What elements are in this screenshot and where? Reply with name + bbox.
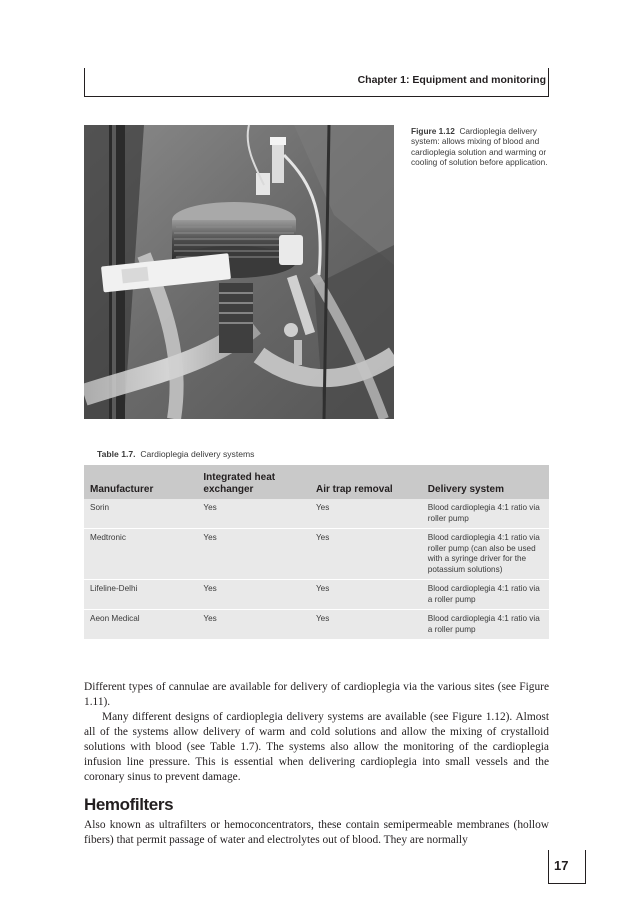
table-cell: Aeon Medical xyxy=(84,610,197,640)
page-number: 17 xyxy=(554,858,569,873)
figure-caption-text: Cardioplegia delivery system: allows mixing of blood and cardioplegia solution and warming or cooling of solution before application. xyxy=(411,126,548,167)
table-cell: Blood cardioplegia 4:1 ratio via roller pump xyxy=(422,499,549,529)
table-row xyxy=(84,610,549,640)
table-row xyxy=(84,499,549,529)
table-cell: Blood cardioplegia 4:1 ratio via roller pump (can also be used with a syringe driver for the potassium solutions) xyxy=(422,529,549,580)
cardioplegia-device-photo xyxy=(84,125,394,419)
table-cell: Blood cardioplegia 4:1 ratio via a roller pump xyxy=(422,580,549,610)
header-rule-left xyxy=(84,68,85,97)
table-cell: Yes xyxy=(197,499,310,529)
table-title-text: Cardioplegia delivery systems xyxy=(140,449,255,459)
table-cell: Medtronic xyxy=(84,529,197,580)
cardioplegia-systems-table xyxy=(84,465,549,639)
section-paragraph: Also known as ultrafilters or hemoconcentrators, these contain semipermeable membranes (hollow fibers) that permit passage of water and electrolytes out of blood. They are normally xyxy=(84,819,549,846)
column-header: Air trap removal xyxy=(310,465,422,499)
table-cell: Yes xyxy=(310,529,422,580)
table-cell: Blood cardioplegia 4:1 ratio via a roller pump xyxy=(422,610,549,640)
figure-label: Figure 1.12 xyxy=(411,126,455,136)
header-rule-bottom xyxy=(84,96,549,97)
page-box-left xyxy=(548,850,549,884)
table-cell: Yes xyxy=(310,580,422,610)
page-box-bottom xyxy=(548,883,586,884)
column-header: Integrated heat exchanger xyxy=(197,465,310,499)
running-head: Chapter 1: Equipment and monitoring xyxy=(357,74,546,86)
table-row xyxy=(84,580,549,610)
table-title xyxy=(97,449,254,459)
section-text xyxy=(84,818,549,848)
body-paragraph-2: Many different designs of cardioplegia delivery systems are available (see Figure 1.12). Almost all of the systems allow delivery of warm and cold solutions and allow the mixing of crystalloid solutions with blood (see Table 1.7). The systems also allow the monitoring of the cardioplegia infusion line pressure. This is essential when delivering cardioplegia into small vessels and the coronary sinus to prevent damage. xyxy=(84,711,549,783)
table-cell: Yes xyxy=(310,610,422,640)
body-text xyxy=(84,680,549,785)
table-cell: Yes xyxy=(310,499,422,529)
table-cell: Sorin xyxy=(84,499,197,529)
page-box-right xyxy=(585,850,586,884)
column-header: Manufacturer xyxy=(84,465,197,499)
figure-caption xyxy=(411,126,551,167)
table-cell: Yes xyxy=(197,610,310,640)
table-header-row xyxy=(84,465,549,499)
column-header: Delivery system xyxy=(422,465,549,499)
table-label: Table 1.7. xyxy=(97,449,136,459)
section-heading: Hemofilters xyxy=(84,795,174,814)
table-cell: Yes xyxy=(197,580,310,610)
header-rule-right xyxy=(548,68,549,97)
body-paragraph-1: Different types of cannulae are available for delivery of cardioplegia via the various sites (see Figure 1.11). xyxy=(84,681,549,708)
table-cell: Yes xyxy=(197,529,310,580)
table-cell: Lifeline-Delhi xyxy=(84,580,197,610)
table-row xyxy=(84,529,549,580)
